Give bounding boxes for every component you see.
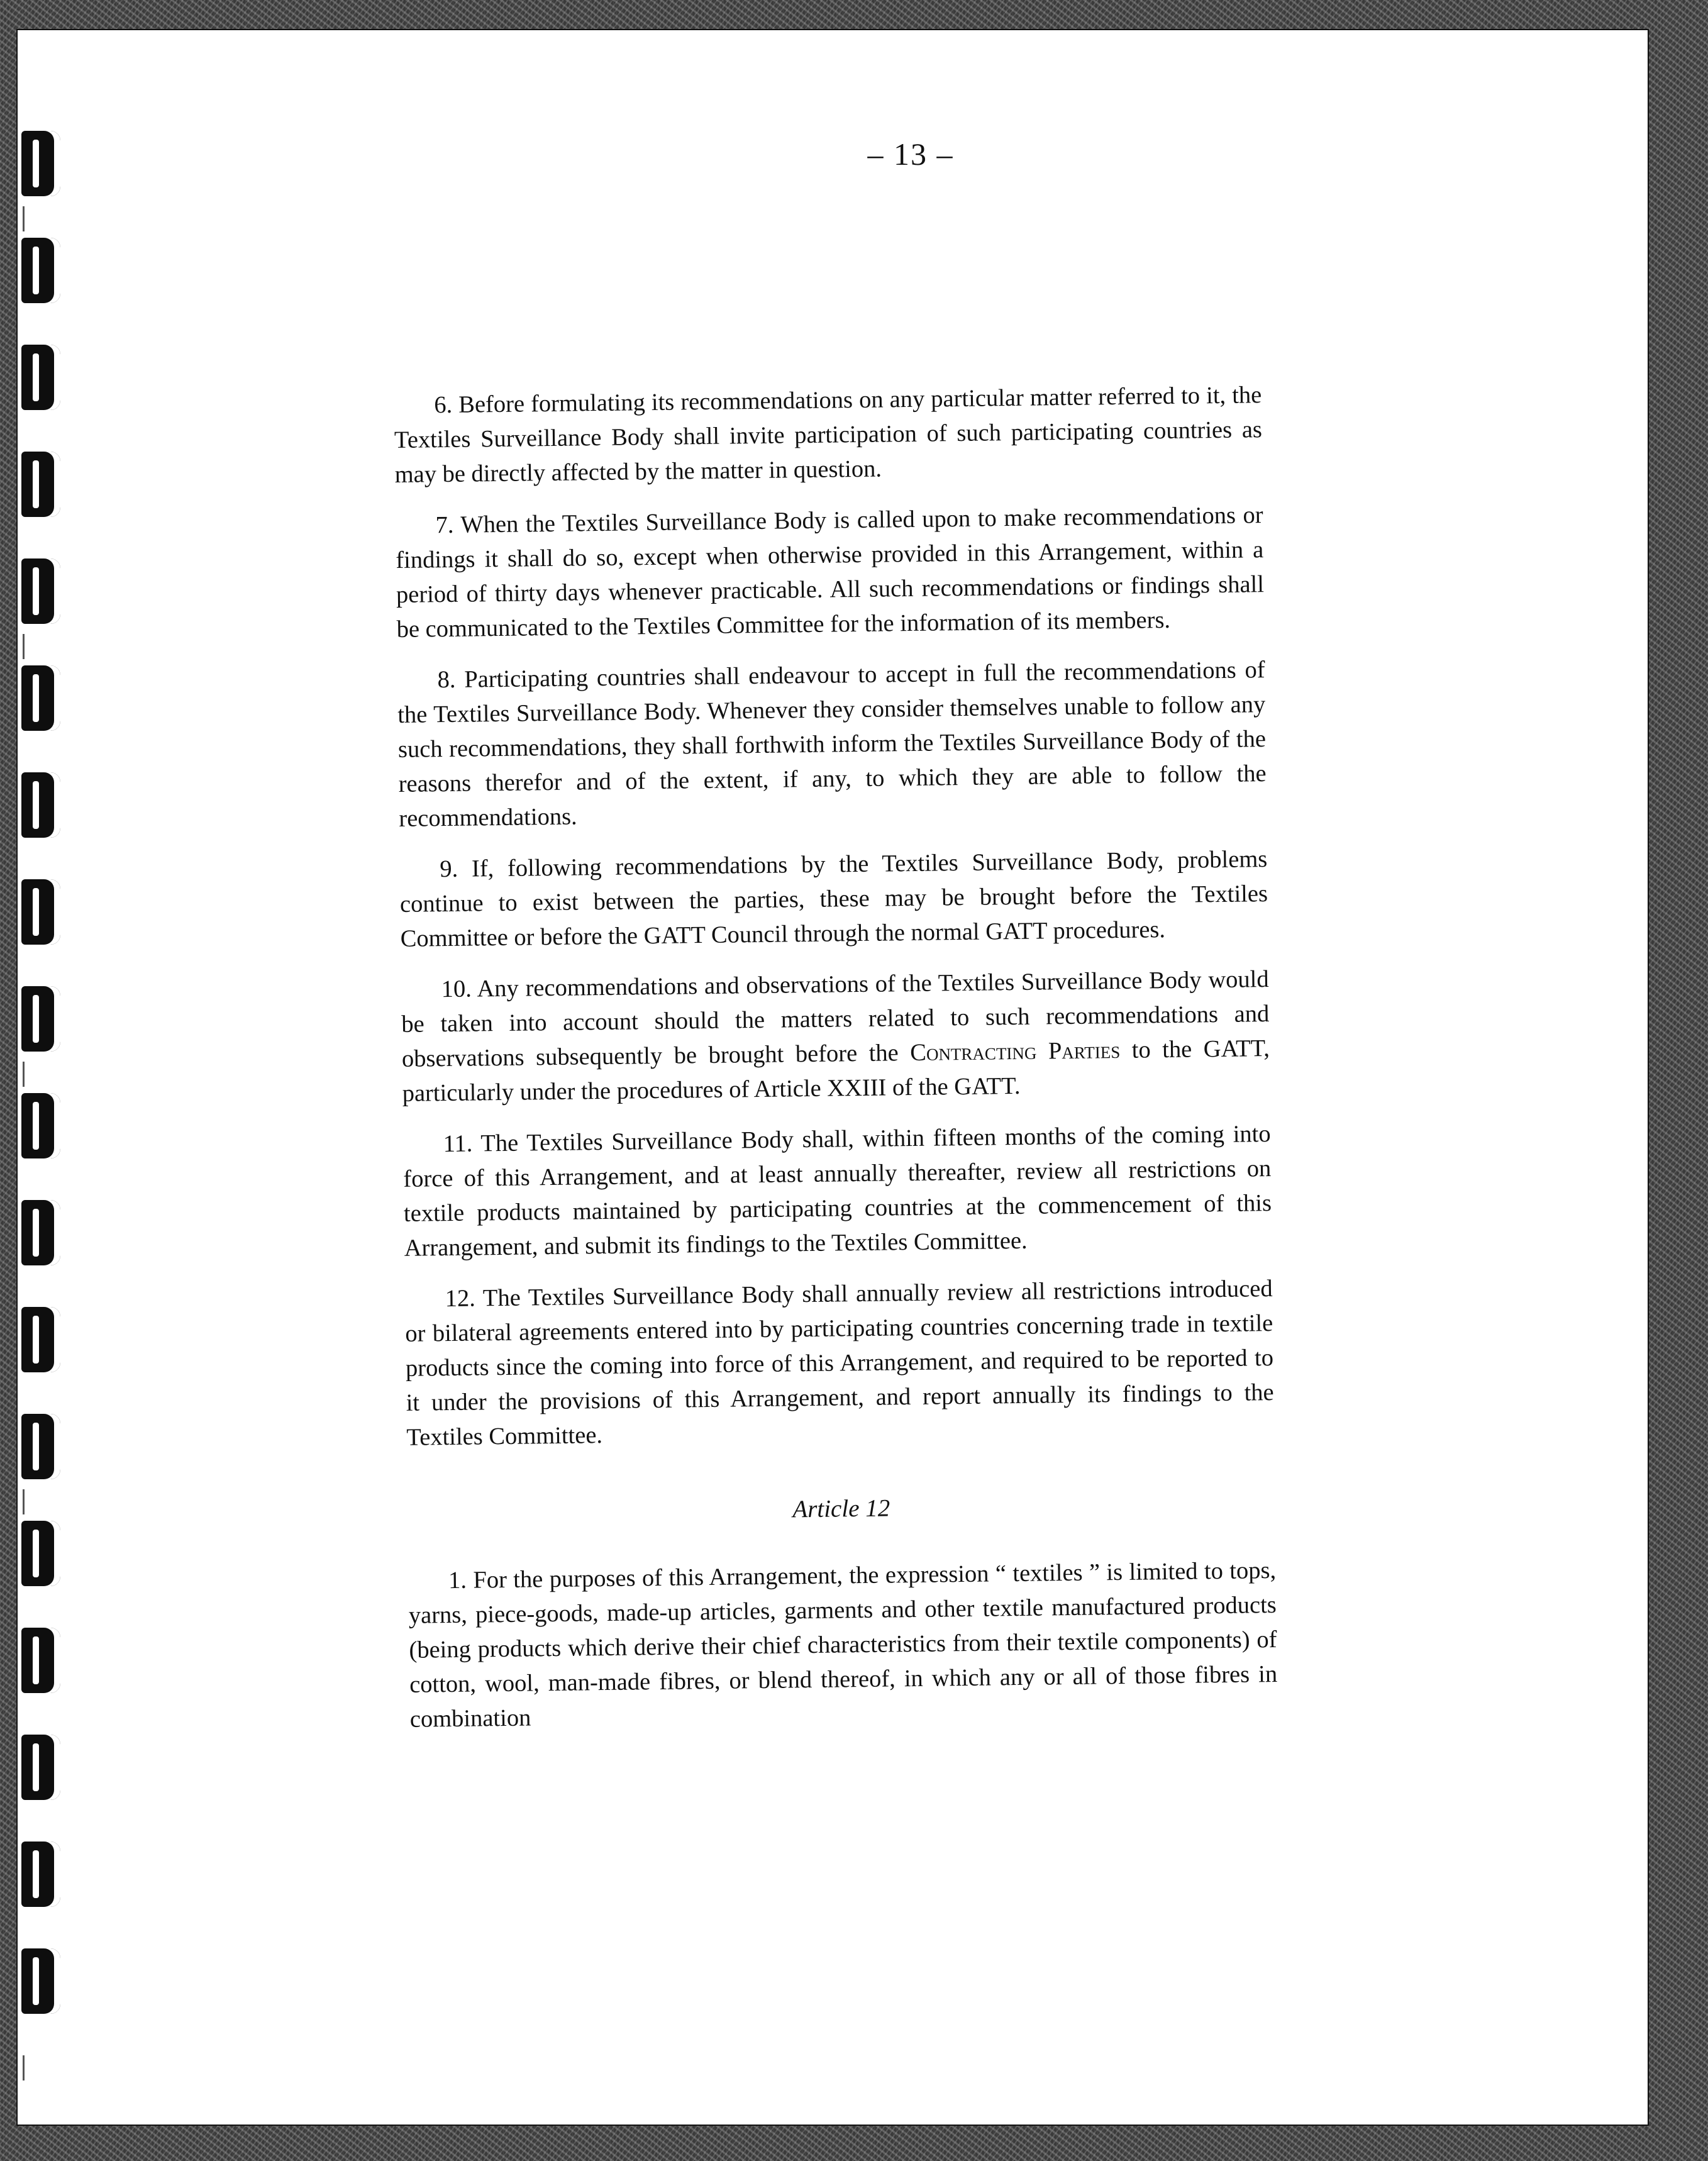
article-heading: Article 12	[792, 1494, 890, 1523]
binding-ring	[21, 986, 60, 1052]
binding-ring	[21, 1735, 60, 1800]
paragraph-10-text-end: to the GATT, particularly under the procedures of Article XXIII of the GATT.	[402, 1035, 1270, 1107]
binding-ring	[21, 345, 60, 410]
paragraph-7: 7. When the Textiles Surveillance Body is called upon to make recommendations or findings it shall do so, except when otherwise provided in this Arrangement, within a period of thirty days whenever practicable. All such recommendations or findings shall be communicated to the Textiles Committee for the information of its members.	[396, 502, 1265, 643]
article-12-paragraph-1: 1. For the purposes of this Arrangement, the expression “ textiles ” is limited to tops, yarns, piece-goods, made-up articles, garments and other textile manufactured products (being products which derive their chief characteristics from their textile components) of cotton, wool, man-made fibres, or blend thereof, in which any or all of those fibres in combination	[408, 1557, 1278, 1733]
binding-ring	[21, 238, 60, 303]
binding-ring	[21, 558, 60, 624]
binding-ring	[21, 131, 60, 196]
binding-ring	[21, 1948, 60, 2014]
paragraph-6: 6. Before formulating its recommendations on any particular matter referred to it, the Textiles Surveillance Body shall invite participation of such participating countries as may be directly affected by the matter in question.	[394, 382, 1263, 488]
binding-mark	[23, 206, 25, 231]
binding-ring	[21, 665, 60, 731]
paragraph-11: 11. The Textiles Surveillance Body shall, within fifteen months of the coming into force of this Arrangement, and at least annually thereafter, review all restrictions on textile products maintained by participating countries at the commencement of this Arrangement, and submit its findings to the Textiles Committee.	[403, 1121, 1272, 1262]
binding-mark	[23, 2055, 25, 2080]
paragraph-9: 9. If, following recommendations by the Textiles Surveillance Body, problems continue to exist between the parties, these may be brought before the Textiles Committee or before the GATT Council through the normal GATT procedures.	[399, 846, 1268, 952]
document-page	[18, 30, 1648, 2125]
binding-ring	[21, 1628, 60, 1693]
binding-mark	[23, 1489, 25, 1514]
paragraph-12: 12. The Textiles Surveillance Body shall annually review all restrictions introduced or bilateral agreements entered into by participating countries concerning trade in textile products since the coming into force of this Arrangement, and required to be reported to it under the provisions of this Arrangement, and report annually its findings to the Textiles Committee.	[405, 1275, 1274, 1451]
binding-ring	[21, 452, 60, 517]
binding-mark	[23, 634, 25, 659]
spiral-binding	[18, 118, 69, 2131]
binding-ring	[21, 772, 60, 838]
document-body	[394, 378, 1278, 1753]
paragraph-10	[401, 962, 1270, 1111]
binding-ring	[21, 1093, 60, 1158]
binding-ring	[21, 1414, 60, 1479]
binding-ring	[21, 1842, 60, 1907]
binding-ring	[21, 879, 60, 945]
binding-ring	[21, 1521, 60, 1586]
page-number: – 13 –	[867, 136, 954, 172]
contracting-parties-term: Contracting Parties	[909, 1036, 1121, 1067]
paragraph-8: 8. Participating countries shall endeavour to accept in full the recommendations of the Textiles Surveillance Body. Whenever they consider themselves unable to follow any such recommendations, they shall forthwith inform the Textiles Surveillance Body of the reasons therefor and of the extent, if any, to which they are able to follow the recommendations.	[397, 657, 1267, 832]
binding-mark	[23, 1062, 25, 1087]
binding-ring	[21, 1307, 60, 1372]
paragraph-10-text: 10. Any recommendations and observations of the Textiles Surveillance Body would be taken into account should the matters related to such recommendations and observations subsequently be brought before the	[401, 966, 1270, 1072]
binding-ring	[21, 1200, 60, 1265]
